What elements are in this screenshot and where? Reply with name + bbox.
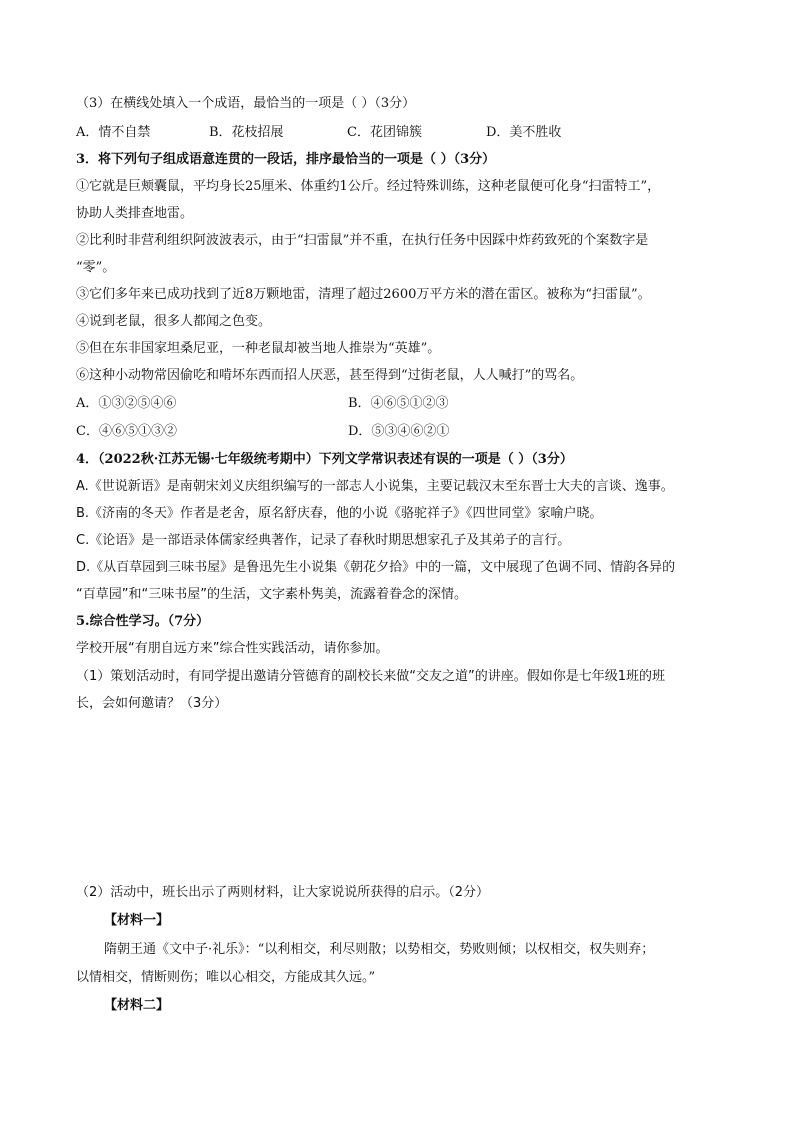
q3-sentence-5: ⑤但在东非国家坦桑尼亚，一种老鼠却被当地人推崇为“英雄”。	[76, 341, 441, 356]
q3-sub-option-c: C．花团锦簇	[347, 125, 422, 140]
material-1-line1: 隋朝王通《文中子·礼乐》：“以利相交，利尽则散；以势相交，势败则倾；以权相交，权失则弃；	[104, 942, 655, 957]
q5-part1-line1: （1）策划活动时，有同学提出邀请分管德育的副校长来做“交友之道”的讲座。假如你是七年级1班的班	[76, 669, 666, 684]
q3-sub-stem: （3）在横线处填入一个成语，最恰当的一项是（ ）（3分）	[76, 96, 416, 111]
q4-option-c: C.《论语》是一部语录体儒家经典著作，记录了春秋时期思想家孔子及其弟子的言行。	[76, 533, 571, 548]
q4-option-a: A.《世说新语》是南朝宋刘义庆组织编写的一部志人小说集，主要记载汉末至东晋士大夫的言谈、逸事。	[76, 479, 674, 494]
q3-stem: 3．将下列句子组成语意连贯的一段话，排序最恰当的一项是（ ）（3分）	[76, 152, 496, 167]
q3-sentence-1-cont: 协助人类排查地雷。	[76, 206, 194, 221]
q4-option-d: D.《从百草园到三味书屋》是鲁迅先生小说集《朝花夕拾》中的一篇，文中展现了色调不同、情韵各异的	[76, 560, 676, 575]
q3-option-d: D．⑤③④⑥②①	[348, 424, 450, 439]
q3-sentence-6: ⑥这种小动物常因偷吃和啃坏东西而招人厌恶，甚至得到“过街老鼠，人人喊打”的骂名。	[76, 368, 584, 383]
q3-sub-option-d: D．美不胜收	[486, 125, 562, 140]
material-2-label: 【材料二】	[104, 998, 170, 1013]
q3-sub-option-b: B．花枝招展	[209, 125, 284, 140]
q4-stem: 4．（2022秋·江苏无锡·七年级统考期中）下列文学常识表述有误的一项是（ ）（3分）	[76, 452, 573, 467]
q3-option-c: C．④⑥⑤①③②	[76, 424, 177, 439]
material-1-label: 【材料一】	[104, 913, 170, 928]
q3-sentence-2: ②比利时非营利组织阿波波表示，由于“扫雷鼠”并不重，在执行任务中因踩中炸药致死的个案数字是	[76, 233, 649, 248]
q3-sentence-3: ③它们多年来已成功找到了近8万颗地雷，清理了超过2600万平方米的潜在雷区。被称为“扫雷鼠”。	[76, 287, 651, 302]
q3-option-a: A．①③②⑤④⑥	[76, 396, 177, 411]
material-1-line2: 以情相交，情断则伤；唯以心相交，方能成其久远。”	[76, 970, 376, 985]
q5-intro: 学校开展“有朋自远方来”综合性实践活动，请你参加。	[76, 641, 389, 656]
q3-sentence-4: ④说到老鼠，很多人都闻之色变。	[76, 314, 272, 329]
q3-sentence-2-cont: “零”。	[76, 260, 116, 275]
q4-option-b: B.《济南的冬天》作者是老舍，原名舒庆春，他的小说《骆驼祥子》《四世同堂》家喻户晓。	[76, 506, 603, 521]
q3-sub-option-a: A．情不自禁	[76, 125, 151, 140]
q5-stem: 5.综合性学习。（7分）	[76, 614, 210, 629]
q5-part1-line2: 长，会如何邀请？（3分）	[76, 696, 228, 711]
q5-part2-stem: （2）活动中，班长出示了两则材料，让大家说说所获得的启示。（2分）	[76, 885, 490, 900]
q3-option-b: B．④⑥⑤①②③	[348, 396, 449, 411]
q3-sentence-1: ①它就是巨颊囊鼠，平均身长25厘米、体重约1公斤。经过特殊训练，这种老鼠便可化身“扫雷特工”，	[76, 179, 661, 194]
q4-option-d-cont: “百草园”和“三味书屋”的生活，文字素朴隽美，流露着眷念的深情。	[76, 587, 467, 602]
